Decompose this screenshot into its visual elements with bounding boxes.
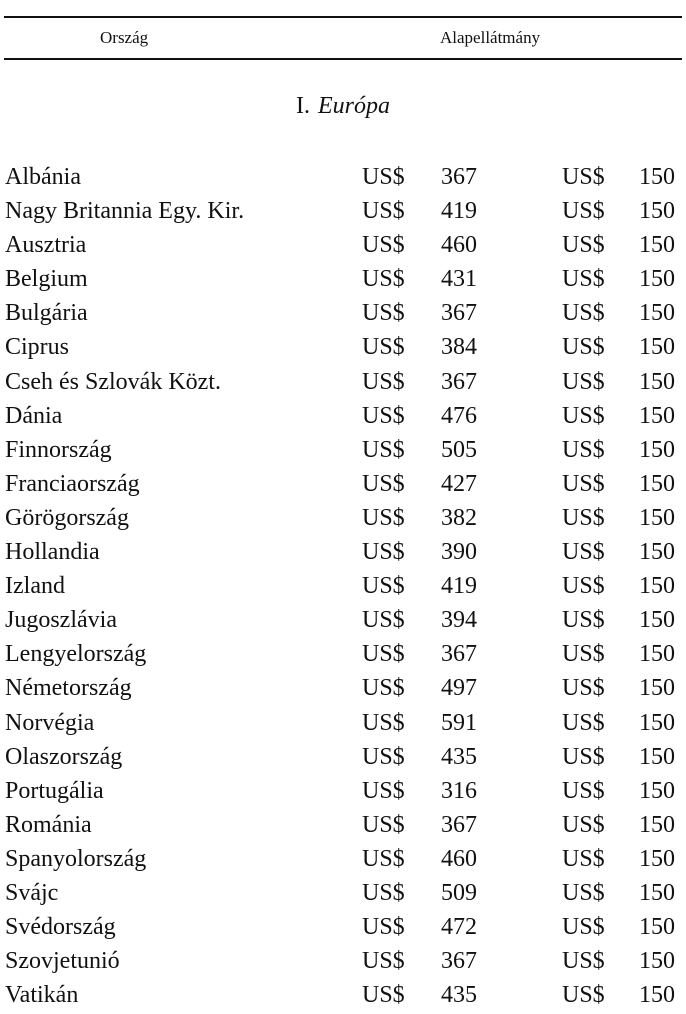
country-cell: Portugália — [5, 777, 104, 804]
country-cell: Franciaország — [5, 470, 140, 497]
currency-cell: US$ — [562, 539, 605, 566]
country-cell: Albánia — [5, 164, 81, 190]
base-amount-cell: 150 — [639, 777, 675, 804]
base-amount-cell: 150 — [639, 232, 675, 259]
currency-cell: US$ — [562, 948, 605, 975]
table-row — [0, 637, 686, 671]
amount-cell: 431 — [441, 266, 477, 293]
currency-cell: US$ — [562, 982, 605, 1009]
base-amount-cell: 150 — [639, 811, 675, 838]
country-cell: Németország — [5, 675, 132, 702]
currency-cell: US$ — [562, 334, 605, 361]
currency-cell: US$ — [362, 743, 405, 770]
country-cell: Norvégia — [5, 709, 95, 736]
base-amount-cell: 150 — [639, 641, 675, 668]
table-row — [0, 706, 686, 740]
amount-cell: 382 — [441, 504, 477, 531]
country-cell: Svédország — [5, 914, 116, 941]
base-amount-cell: 150 — [639, 539, 675, 566]
base-amount-cell: 150 — [639, 164, 675, 190]
currency-cell: US$ — [362, 334, 405, 361]
base-amount-cell: 150 — [639, 607, 675, 634]
currency-cell: US$ — [362, 198, 405, 225]
table-row — [0, 296, 686, 330]
base-amount-cell: 150 — [639, 743, 675, 770]
currency-cell: US$ — [562, 879, 605, 906]
amount-cell: 390 — [441, 539, 477, 566]
table-row — [0, 842, 686, 876]
table-row — [0, 365, 686, 399]
country-table — [0, 160, 686, 1012]
base-amount-cell: 150 — [639, 914, 675, 941]
country-cell: Belgium — [5, 266, 88, 293]
amount-cell: 367 — [441, 948, 477, 975]
base-amount-cell: 150 — [639, 948, 675, 975]
base-amount-cell: 150 — [639, 368, 675, 395]
amount-cell: 367 — [441, 368, 477, 395]
amount-cell: 316 — [441, 777, 477, 804]
currency-cell: US$ — [562, 607, 605, 634]
table-row — [0, 262, 686, 296]
currency-cell: US$ — [362, 879, 405, 906]
currency-cell: US$ — [362, 675, 405, 702]
currency-cell: US$ — [362, 982, 405, 1009]
table-row — [0, 160, 686, 194]
currency-cell: US$ — [362, 641, 405, 668]
table-row — [0, 944, 686, 978]
country-cell: Lengyelország — [5, 641, 147, 668]
base-amount-cell: 150 — [639, 436, 675, 463]
base-amount-cell: 150 — [639, 504, 675, 531]
amount-cell: 435 — [441, 982, 477, 1009]
table-row — [0, 194, 686, 228]
amount-cell: 460 — [441, 845, 477, 872]
currency-cell: US$ — [562, 777, 605, 804]
currency-cell: US$ — [362, 470, 405, 497]
country-cell: Izland — [5, 573, 65, 600]
currency-cell: US$ — [562, 232, 605, 259]
amount-cell: 419 — [441, 573, 477, 600]
currency-cell: US$ — [362, 232, 405, 259]
currency-cell: US$ — [362, 607, 405, 634]
column-header-base-allowance: Alapellátmány — [440, 28, 541, 47]
currency-cell: US$ — [562, 709, 605, 736]
country-cell: Románia — [5, 811, 92, 838]
base-amount-cell: 150 — [639, 845, 675, 872]
currency-cell: US$ — [362, 845, 405, 872]
table-row — [0, 603, 686, 637]
base-amount-cell: 150 — [639, 334, 675, 361]
currency-cell: US$ — [562, 266, 605, 293]
currency-cell: US$ — [562, 470, 605, 497]
table-row — [0, 399, 686, 433]
amount-cell: 367 — [441, 641, 477, 668]
table-row — [0, 330, 686, 364]
country-cell: Jugoszlávia — [5, 607, 117, 634]
base-amount-cell: 150 — [639, 879, 675, 906]
currency-cell: US$ — [562, 300, 605, 327]
currency-cell: US$ — [562, 573, 605, 600]
table-row — [0, 808, 686, 842]
table-row — [0, 433, 686, 467]
table-row — [0, 535, 686, 569]
currency-cell: US$ — [362, 811, 405, 838]
top-rule — [4, 16, 682, 18]
currency-cell: US$ — [362, 164, 405, 190]
amount-cell: 591 — [441, 709, 477, 736]
country-cell: Bulgária — [5, 300, 88, 327]
currency-cell: US$ — [362, 539, 405, 566]
country-cell: Olaszország — [5, 743, 123, 770]
amount-cell: 476 — [441, 402, 477, 429]
currency-cell: US$ — [562, 198, 605, 225]
table-row — [0, 671, 686, 705]
currency-cell: US$ — [562, 504, 605, 531]
currency-cell: US$ — [362, 948, 405, 975]
country-cell: Hollandia — [5, 539, 100, 566]
currency-cell: US$ — [562, 164, 605, 190]
currency-cell: US$ — [362, 436, 405, 463]
currency-cell: US$ — [362, 300, 405, 327]
currency-cell: US$ — [562, 845, 605, 872]
amount-cell: 367 — [441, 300, 477, 327]
table-row — [0, 501, 686, 535]
amount-cell: 419 — [441, 198, 477, 225]
section-name: Európa — [318, 93, 390, 119]
currency-cell: US$ — [562, 743, 605, 770]
section-title — [0, 91, 686, 121]
amount-cell: 367 — [441, 164, 477, 190]
country-cell: Cseh és Szlovák Közt. — [5, 368, 221, 395]
table-row — [0, 467, 686, 501]
table-row — [0, 774, 686, 808]
currency-cell: US$ — [562, 811, 605, 838]
currency-cell: US$ — [562, 436, 605, 463]
currency-cell: US$ — [362, 402, 405, 429]
currency-cell: US$ — [362, 709, 405, 736]
amount-cell: 472 — [441, 914, 477, 941]
country-cell: Ciprus — [5, 334, 70, 361]
country-cell: Ausztria — [5, 232, 87, 259]
base-amount-cell: 150 — [639, 675, 675, 702]
amount-cell: 435 — [441, 743, 477, 770]
base-amount-cell: 150 — [639, 573, 675, 600]
table-row — [0, 569, 686, 603]
base-amount-cell: 150 — [639, 470, 675, 497]
currency-cell: US$ — [362, 777, 405, 804]
amount-cell: 497 — [441, 675, 477, 702]
table-row — [0, 978, 686, 1012]
country-cell: Nagy Britannia Egy. Kir. — [5, 198, 245, 225]
column-header-country: Ország — [100, 28, 149, 47]
country-cell: Spanyolország — [5, 845, 147, 872]
currency-cell: US$ — [562, 402, 605, 429]
base-amount-cell: 150 — [639, 709, 675, 736]
currency-cell: US$ — [562, 914, 605, 941]
base-amount-cell: 150 — [639, 300, 675, 327]
country-cell: Vatikán — [5, 982, 79, 1009]
amount-cell: 427 — [441, 470, 477, 497]
amount-cell: 384 — [441, 334, 477, 361]
currency-cell: US$ — [362, 573, 405, 600]
currency-cell: US$ — [362, 266, 405, 293]
base-amount-cell: 150 — [639, 266, 675, 293]
country-cell: Svájc — [5, 879, 59, 906]
amount-cell: 460 — [441, 232, 477, 259]
base-amount-cell: 150 — [639, 198, 675, 225]
table-row — [0, 910, 686, 944]
currency-cell: US$ — [362, 914, 405, 941]
amount-cell: 505 — [441, 436, 477, 463]
country-cell: Finnország — [5, 436, 112, 463]
currency-cell: US$ — [562, 675, 605, 702]
amount-cell: 367 — [441, 811, 477, 838]
currency-cell: US$ — [562, 641, 605, 668]
currency-cell: US$ — [362, 504, 405, 531]
country-cell: Görögország — [5, 504, 129, 531]
table-row — [0, 876, 686, 910]
header-bottom-rule — [4, 58, 682, 60]
table-row — [0, 228, 686, 262]
country-cell: Dánia — [5, 402, 63, 429]
currency-cell: US$ — [562, 368, 605, 395]
table-row — [0, 740, 686, 774]
section-number: I. — [296, 93, 310, 119]
base-amount-cell: 150 — [639, 402, 675, 429]
amount-cell: 394 — [441, 607, 477, 634]
currency-cell: US$ — [362, 368, 405, 395]
amount-cell: 509 — [441, 879, 477, 906]
base-amount-cell: 150 — [639, 982, 675, 1009]
country-cell: Szovjetunió — [5, 948, 120, 975]
